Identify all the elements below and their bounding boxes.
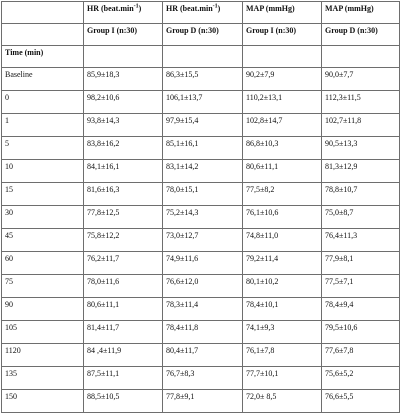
hr-group-d-cell: 78,0±15,1 (163, 183, 243, 206)
hr-group-i-cell: 93,8±14,3 (84, 114, 163, 137)
header-cell-empty (2, 2, 84, 24)
hr-group-d-cell: 77,8±9,1 (163, 390, 243, 413)
hr-group-d-cell: 75,2±14,3 (163, 206, 243, 229)
header-cell-map-group-i: MAP (mmHg) (243, 2, 322, 24)
time-cell: Baseline (2, 68, 84, 91)
hr-group-d-cell: 106,1±13,7 (163, 91, 243, 114)
time-cell: 1120 (2, 344, 84, 367)
map-group-d-cell: 75,0±8,7 (322, 206, 400, 229)
hr-group-d-cell: 76,6±12,0 (163, 275, 243, 298)
hr-group-i-cell: 76,2±11,7 (84, 252, 163, 275)
header-label: HR (beat.min (87, 4, 134, 13)
time-cell: 150 (2, 390, 84, 413)
header-cell-hr-group-i (84, 2, 163, 24)
hr-group-d-cell: 85,1±16,1 (163, 137, 243, 160)
time-cell: 45 (2, 229, 84, 252)
time-cell: 60 (2, 252, 84, 275)
map-group-d-cell: 78,4±9,4 (322, 298, 400, 321)
header-label: HR (beat.min (166, 4, 213, 13)
map-group-d-cell: 76,4±11,3 (322, 229, 400, 252)
table-row (2, 114, 400, 137)
map-group-i-cell: 80,6±11,1 (243, 160, 322, 183)
map-group-i-cell: 72,0± 8,5 (243, 390, 322, 413)
hr-group-i-cell: 75,8±12,2 (84, 229, 163, 252)
map-group-i-cell: 90,2±7,9 (243, 68, 322, 91)
hr-group-i-cell: 88,5±10,5 (84, 390, 163, 413)
table-row (2, 91, 400, 114)
map-group-d-cell: 78,8±10,7 (322, 183, 400, 206)
table-row (2, 160, 400, 183)
header-label-suffix: ) (138, 4, 142, 13)
map-group-i-cell: 86,8±10,3 (243, 137, 322, 160)
header-superscript: -1 (133, 3, 139, 10)
hemodynamics-table (1, 1, 400, 413)
hr-group-i-cell: 81,6±16,3 (84, 183, 163, 206)
time-cell: 105 (2, 321, 84, 344)
header-cell-group-i: Group I (n:30) (243, 24, 322, 46)
table-row (2, 321, 400, 344)
table-row (2, 229, 400, 252)
map-group-d-cell: 102,7±11,8 (322, 114, 400, 137)
table-row (2, 298, 400, 321)
hr-group-d-cell: 78,4±11,8 (163, 321, 243, 344)
hr-group-i-cell: 87,5±11,1 (84, 367, 163, 390)
map-group-i-cell: 74,1±9,3 (243, 321, 322, 344)
header-cell-group-d: Group D (n:30) (163, 24, 243, 46)
map-group-i-cell: 77,7±10,1 (243, 367, 322, 390)
time-cell: 135 (2, 367, 84, 390)
hr-group-i-cell: 80,6±11,1 (84, 298, 163, 321)
map-group-d-cell: 77,6±7,8 (322, 344, 400, 367)
time-cell: 1 (2, 114, 84, 137)
hr-group-i-cell: 98,2±10,6 (84, 91, 163, 114)
map-group-i-cell: 80,1±10,2 (243, 275, 322, 298)
map-group-i-cell: 74,8±11,0 (243, 229, 322, 252)
hr-group-d-cell: 78,3±11,4 (163, 298, 243, 321)
table-row (2, 252, 400, 275)
time-cell: 10 (2, 160, 84, 183)
time-cell: 0 (2, 91, 84, 114)
map-group-d-cell: 81,3±12,9 (322, 160, 400, 183)
map-group-i-cell: 76,1±7,8 (243, 344, 322, 367)
time-cell: 90 (2, 298, 84, 321)
hr-group-i-cell: 83,8±16,2 (84, 137, 163, 160)
header-row-group (2, 24, 400, 46)
map-group-i-cell: 79,2±11,4 (243, 252, 322, 275)
hr-group-d-cell: 86,3±15,5 (163, 68, 243, 91)
map-group-i-cell: 76,1±10,6 (243, 206, 322, 229)
map-group-d-cell: 75,6±5,2 (322, 367, 400, 390)
table-row (2, 275, 400, 298)
header-cell-group-i: Group I (n:30) (84, 24, 163, 46)
time-cell: 5 (2, 137, 84, 160)
hr-group-i-cell: 78,0±11,6 (84, 275, 163, 298)
map-group-d-cell: 112,3±11,5 (322, 91, 400, 114)
hr-group-i-cell: 85,9±18,3 (84, 68, 163, 91)
map-group-d-cell: 79,5±10,6 (322, 321, 400, 344)
header-cell-empty (243, 46, 322, 68)
hr-group-d-cell: 76,7±8,3 (163, 367, 243, 390)
hr-group-i-cell: 77,8±12,5 (84, 206, 163, 229)
table-row (2, 367, 400, 390)
table-row (2, 183, 400, 206)
hr-group-i-cell: 81,4±11,7 (84, 321, 163, 344)
time-cell: 15 (2, 183, 84, 206)
time-cell: 30 (2, 206, 84, 229)
table-row (2, 344, 400, 367)
table-row (2, 206, 400, 229)
header-superscript: -1 (212, 3, 218, 10)
table-row (2, 137, 400, 160)
hr-group-d-cell: 80,4±11,7 (163, 344, 243, 367)
header-cell-empty (163, 46, 243, 68)
header-cell-hr-group-d (163, 2, 243, 24)
header-label-suffix: ) (217, 4, 221, 13)
header-row-time (2, 46, 400, 68)
map-group-i-cell: 77,5±8,2 (243, 183, 322, 206)
header-cell-map-group-d: MAP (mmHg) (322, 2, 400, 24)
time-cell: 75 (2, 275, 84, 298)
table-row (2, 68, 400, 91)
map-group-i-cell: 78,4±10,1 (243, 298, 322, 321)
hr-group-d-cell: 73,0±12,7 (163, 229, 243, 252)
header-cell-empty (322, 46, 400, 68)
header-cell-empty (2, 24, 84, 46)
header-cell-time: Time (min) (2, 46, 84, 68)
map-group-d-cell: 77,9±8,1 (322, 252, 400, 275)
hr-group-d-cell: 97,9±15,4 (163, 114, 243, 137)
map-group-d-cell: 90,0±7,7 (322, 68, 400, 91)
map-group-i-cell: 110,2±13,1 (243, 91, 322, 114)
header-cell-empty (84, 46, 163, 68)
hr-group-d-cell: 74,9±11,6 (163, 252, 243, 275)
map-group-d-cell: 77,5±7,1 (322, 275, 400, 298)
hr-group-d-cell: 83,1±14,2 (163, 160, 243, 183)
hr-group-i-cell: 84,1±16,1 (84, 160, 163, 183)
table-row (2, 390, 400, 413)
map-group-d-cell: 90,5±13,3 (322, 137, 400, 160)
map-group-d-cell: 76,6±5,5 (322, 390, 400, 413)
hr-group-i-cell: 84 ,4±11,9 (84, 344, 163, 367)
map-group-i-cell: 102,8±14,7 (243, 114, 322, 137)
header-cell-group-d: Group D (n:30) (322, 24, 400, 46)
header-row-measure (2, 2, 400, 24)
